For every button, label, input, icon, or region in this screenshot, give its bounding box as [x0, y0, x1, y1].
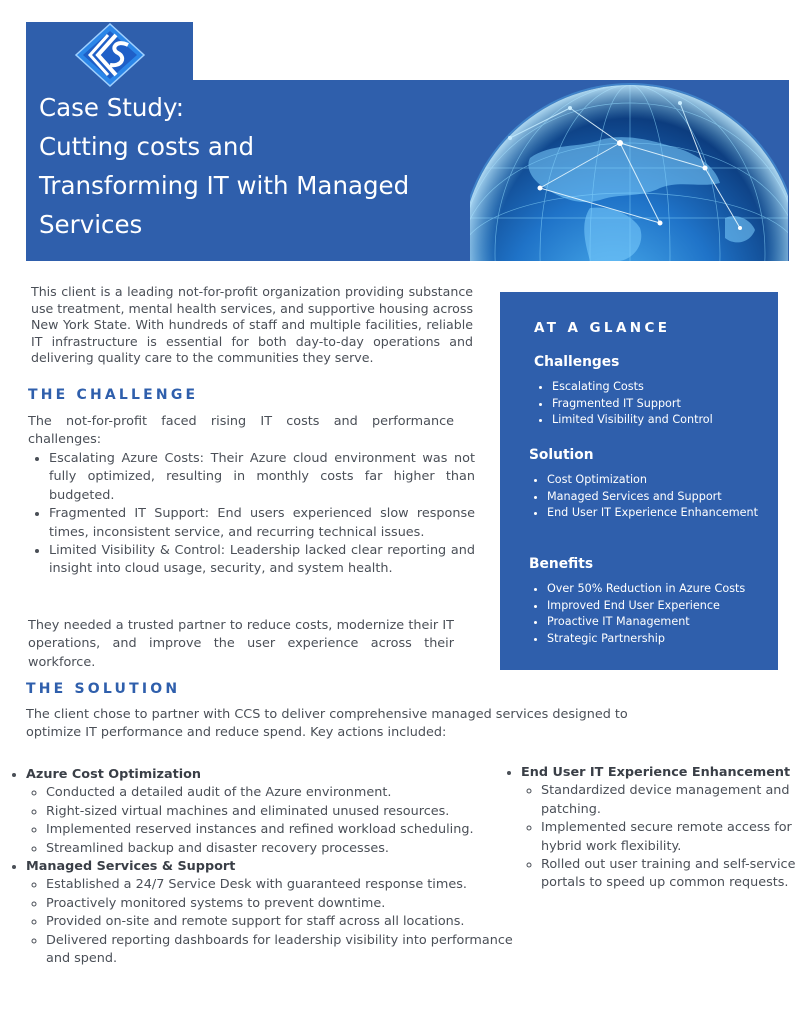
solution-list-right [495, 764, 800, 893]
challenge-intro: The not-for-profit faced rising IT costs and performance challenges: [28, 414, 454, 448]
challenge-outro: They needed a trusted partner to reduce costs, modernize their IT operations, and improve the user experience across their workforce. [28, 618, 454, 670]
solution-list-left [0, 766, 526, 968]
ccs-logo-icon [26, 22, 193, 92]
glance-solution-list [529, 472, 777, 522]
list-item: ◦ Standardized device management and patching. [541, 782, 800, 819]
glance-benefits-list [529, 581, 777, 647]
list-item: ◦ Rolled out user training and self-service portals to speed up common requests. [541, 856, 800, 893]
glance-solution-heading: Solution [529, 447, 594, 463]
solution-category [26, 766, 526, 858]
list-item: • Over 50% Reduction in Azure Costs [547, 581, 777, 598]
list-item: • Improved End User Experience [547, 598, 777, 615]
list-item: ◦ Streamlined backup and disaster recovery processes. [46, 840, 526, 858]
at-a-glance-box [500, 292, 778, 670]
category-title: End User IT Experience Enhancement [521, 765, 791, 780]
title-line: Case Study: [39, 93, 184, 122]
list-item: • Strategic Partnership [547, 631, 777, 648]
list-item: • Proactive IT Management [547, 614, 777, 631]
solution-heading: THE SOLUTION [26, 681, 181, 697]
list-item: ◦ Delivered reporting dashboards for leadership visibility into performance and spend. [46, 932, 526, 969]
list-item: • End User IT Experience Enhancement [547, 505, 777, 522]
list-item: • Limited Visibility & Control: Leadership lacked clear reporting and insight into cloud usage, security, and system health. [49, 542, 475, 579]
logo-box [26, 22, 193, 92]
list-item: • Limited Visibility and Control [552, 412, 782, 429]
list-item: ◦ Implemented secure remote access for hybrid work flexibility. [541, 819, 800, 856]
list-item: • Fragmented IT Support: End users experienced slow response times, inconsistent service, and recurring technical issues. [49, 505, 475, 542]
title-line: Cutting costs and [39, 132, 254, 161]
list-item: • Escalating Costs [552, 379, 782, 396]
glance-title: AT A GLANCE [534, 320, 671, 336]
category-title: Managed Services & Support [26, 859, 236, 875]
list-item: ◦ Right-sized virtual machines and eliminated unused resources. [46, 803, 526, 821]
list-item: • Managed Services and Support [547, 489, 777, 506]
list-item: • Fragmented IT Support [552, 396, 782, 413]
list-item: • Escalating Azure Costs: Their Azure cloud environment was not fully optimized, resulting in monthly costs far higher than budgeted. [49, 450, 475, 505]
category-title: Azure Cost Optimization [26, 767, 202, 782]
list-item: ◦ Established a 24/7 Service Desk with guaranteed response times. [46, 876, 526, 894]
title-line: Transforming IT with Managed [39, 171, 410, 200]
solution-intro: The client chose to partner with CCS to deliver comprehensive managed services designed to optimize IT performance and reduce spend. Key actions included: [26, 707, 628, 741]
solution-category [26, 858, 526, 968]
glance-challenges-heading: Challenges [534, 354, 620, 370]
list-item: ◦ Proactively monitored systems to prevent downtime. [46, 895, 526, 913]
page-title [39, 88, 479, 244]
globe-image [470, 48, 788, 261]
list-item: • Cost Optimization [547, 472, 777, 489]
challenge-heading: THE CHALLENGE [28, 387, 199, 403]
solution-category [521, 764, 800, 893]
list-item: ◦ Provided on-site and remote support for staff across all locations. [46, 913, 526, 931]
glance-benefits-heading: Benefits [529, 556, 594, 572]
list-item: ◦ Implemented reserved instances and refined workload scheduling. [46, 821, 526, 839]
list-item: ◦ Conducted a detailed audit of the Azure environment. [46, 784, 526, 802]
intro-paragraph: This client is a leading not-for-profit organization providing substance use treatment, mental health services, and supportive housing across New York State. With hundreds of staff and multiple facilities, reliable IT infrastructure is essential for both day-to-day operations and delivering quality care to the communities they serve. [31, 284, 474, 366]
challenge-list [28, 450, 475, 579]
title-line: Services [39, 210, 143, 239]
glance-challenges-list [534, 379, 782, 429]
